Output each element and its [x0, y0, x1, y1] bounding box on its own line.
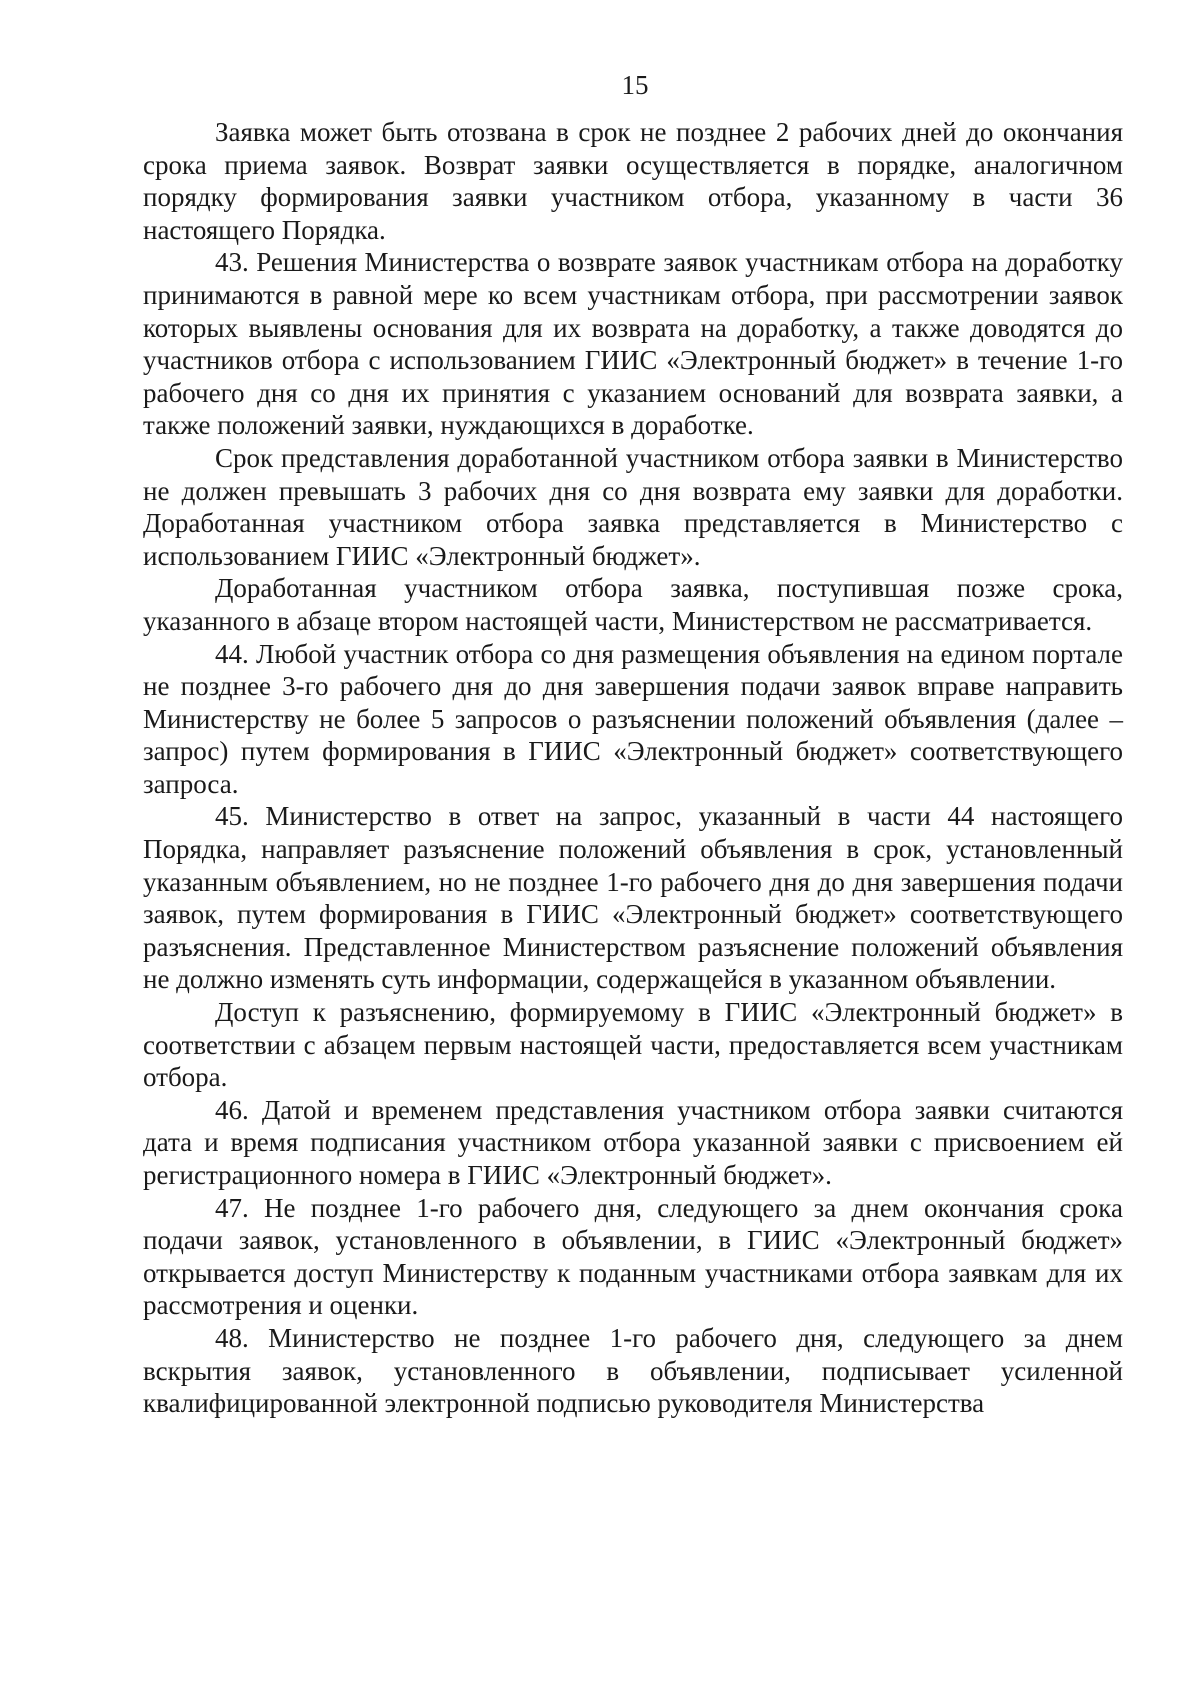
paragraph-43-deadline: Срок представления доработанной участником отбора заявки в Министерство не должен превышать 3 рабочих дня со дня возврата ему заявки для доработки. Доработанная участником отбора заявка представляется в Министерство с использованием ГИИС «Электронный бюджет».	[143, 442, 1123, 571]
paragraph-43-late: Доработанная участником отбора заявка, поступившая позже срока, указанного в абзаце втором настоящей части, Министерством не рассматривается.	[143, 573, 1123, 636]
paragraph-45: 45. Министерство в ответ на запрос, указанный в части 44 настоящего Порядка, направляет разъяснение положений объявления в срок, установленный указанным объявлением, но не позднее 1-го рабочего дня до дня завершения подачи заявок, путем формирования в ГИИС «Электронный бюджет» соответствующего разъяснения. Представленное Министерством разъяснение положений объявления не должно изменять суть информации, содержащейся в указанном объявлении.	[143, 801, 1123, 995]
paragraph-48: 48. Министерство не позднее 1-го рабочего дня, следующего за днем вскрытия заявок, установленного в объявлении, подписывает усиленной квалифицированной электронной подписью руководителя Министерства	[143, 1322, 1123, 1419]
page-number: 15	[621, 70, 649, 100]
document-body	[143, 116, 1123, 1420]
paragraph-47: 47. Не позднее 1-го рабочего дня, следующего за днем окончания срока подачи заявок, установленного в объявлении, в ГИИС «Электронный бюджет» открывается доступ Министерству к поданным участниками отбора заявкам для их рассмотрения и оценки.	[143, 1192, 1123, 1321]
paragraph-44: 44. Любой участник отбора со дня размещения объявления на едином портале не позднее 3-го рабочего дня до дня завершения подачи заявок вправе направить Министерству не более 5 запросов о разъяснении положений объявления (далее – запрос) путем формирования в ГИИС «Электронный бюджет» соответствующего запроса.	[143, 638, 1123, 799]
paragraph-withdrawal: Заявка может быть отозвана в срок не позднее 2 рабочих дней до окончания срока приема заявок. Возврат заявки осуществляется в порядке, аналогичном порядку формирования заявки участником отбора, указанному в части 36 настоящего Порядка.	[143, 117, 1123, 245]
paragraph-46: 46. Датой и временем представления участником отбора заявки считаются дата и время подписания участником отбора указанной заявки с присвоением ей регистрационного номера в ГИИС «Электронный бюджет».	[143, 1094, 1123, 1190]
paragraph-45-access: Доступ к разъяснению, формируемому в ГИИС «Электронный бюджет» в соответствии с абзацем первым настоящей части, предоставляется всем участникам отбора.	[143, 997, 1123, 1093]
paragraph-43: 43. Решения Министерства о возврате заявок участникам отбора на доработку принимаются в равной мере ко всем участникам отбора, при рассмотрении заявок которых выявлены основания для их возврата на доработку, а также доводятся до участников отбора с использованием ГИИС «Электронный бюджет» в течение 1-го рабочего дня со дня их принятия с указанием оснований для возврата заявки, а также положений заявки, нуждающихся в доработке.	[143, 247, 1123, 441]
